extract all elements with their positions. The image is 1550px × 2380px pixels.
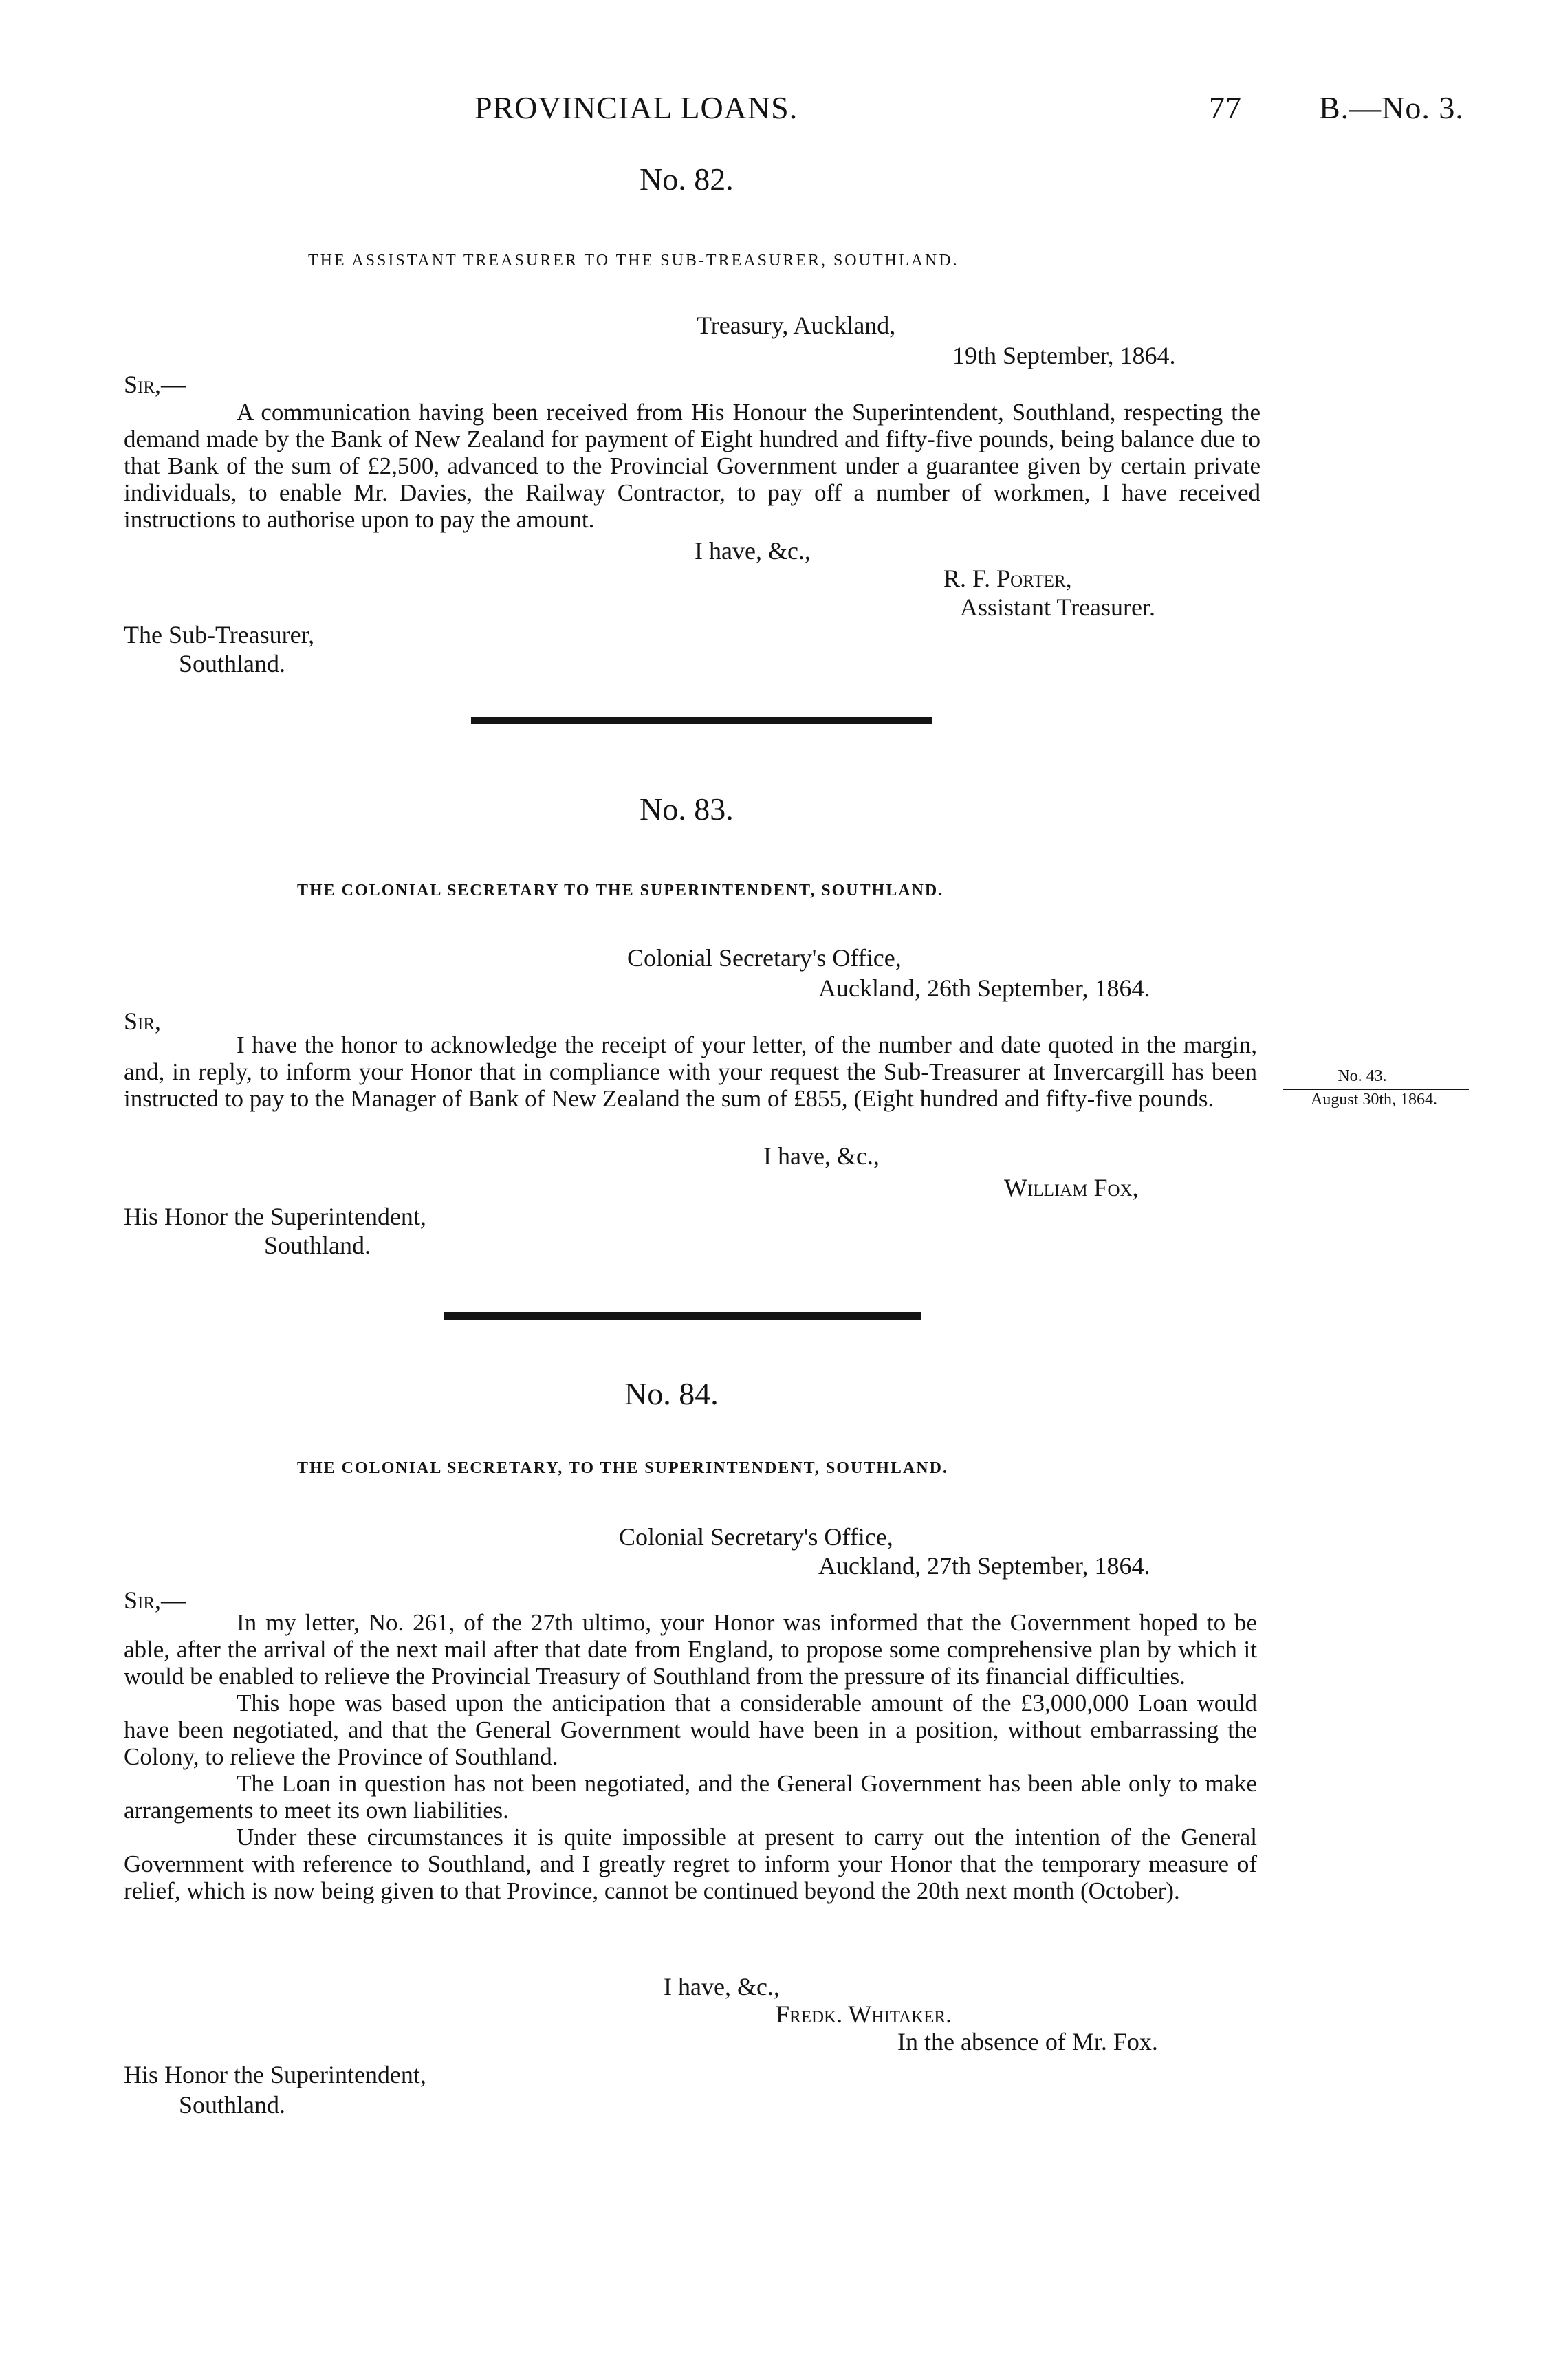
letter-signature-note: In the absence of Mr. Fox. (897, 2028, 1158, 2055)
letter-closing: I have, &c., (695, 537, 811, 565)
addressee-line-1: The Sub-Treasurer, (124, 621, 315, 648)
letter-paragraph: A communication having been received from His Honour the Superintendent, Southland, respecting the demand made by the Bank of New Zealand for payment of Eight hundred and fifty-five pounds, being balance due to that Bank of the sum of £2,500, advanced to the Provincial Government under a guarantee given by certain private individuals, to enable Mr. Davies, the Railway Contractor, to pay off a number of workmen, I have received instructions to authorise upon to pay the amount. (124, 399, 1260, 533)
letter-paragraph: The Loan in question has not been negotiated, and the General Government has been able only to make arrangements to meet its own liabilities. (124, 1770, 1257, 1824)
page-number: 77 (1209, 90, 1242, 125)
letter-number: No. 84. (624, 1376, 719, 1411)
letter-paragraph: In my letter, No. 261, of the 27th ultimo, your Honor was informed that the Government hoped to be able, after the arrival of the next mail after that date from England, to propose some comprehensive plan by which it would be enabled to relieve the Provincial Treasury of Southland from the pressure of its financial difficulties. (124, 1609, 1257, 1690)
letter-paragraph: I have the honor to acknowledge the receipt of your letter, of the number and date quoted in the margin, and, in reply, to inform your Honor that in compliance with your request the Sub-Treasurer at Invercargill has been instructed to pay to the Manager of Bank of New Zealand the sum of £855, (Eight hundred and fifty-five pounds. (124, 1031, 1257, 1112)
letter-number: No. 82. (640, 162, 734, 197)
margin-note-number: No. 43. (1338, 1067, 1387, 1085)
letter-salutation: Sir,— (124, 1586, 186, 1614)
margin-note-rule (1283, 1089, 1469, 1090)
letter-closing: I have, &c., (664, 1973, 780, 2000)
margin-note-date: August 30th, 1864. (1310, 1091, 1437, 1109)
addressee-line-1: His Honor the Superintendent, (124, 2061, 426, 2088)
letter-body (124, 1031, 1257, 1112)
letter-signature: R. F. Porter, (943, 565, 1072, 592)
addressee-line-2: Southland. (179, 650, 286, 677)
letter-caption: THE COLONIAL SECRETARY, TO THE SUPERINTENDENT, SOUTHLAND. (297, 1459, 948, 1477)
letter-paragraph: This hope was based upon the anticipation that a considerable amount of the £3,000,000 Loan would have been negotiated, and that the General Government would have been in a position, without embarrassing the Colony, to relieve the Province of Southland. (124, 1690, 1257, 1770)
letter-number: No. 83. (640, 791, 734, 827)
addressee-line-2: Southland. (179, 2091, 286, 2119)
letter-date: 19th September, 1864. (952, 342, 1176, 369)
paper-reference: B.—No. 3. (1319, 90, 1464, 125)
section-divider (444, 1312, 921, 1320)
letter-body (124, 399, 1260, 533)
letter-place: Colonial Secretary's Office, (619, 1523, 893, 1551)
letter-place: Colonial Secretary's Office, (627, 944, 902, 972)
letter-salutation: Sir,— (124, 371, 186, 398)
letter-paragraph: Under these circumstances it is quite impossible at present to carry out the intention of the General Government with reference to Southland, and I greatly regret to inform your Honor that the temporary measure of relief, which is now being given to that Province, cannot be continued beyond the 20th next month (October). (124, 1824, 1257, 1904)
running-title: PROVINCIAL LOANS. (474, 90, 798, 125)
letter-signature: Fredk. Whitaker. (776, 2000, 952, 2028)
letter-date: Auckland, 26th September, 1864. (818, 974, 1150, 1002)
letter-body (124, 1609, 1257, 1904)
addressee-line-2: Southland. (264, 1232, 371, 1259)
letter-salutation: Sir, (124, 1007, 162, 1035)
letter-place: Treasury, Auckland, (697, 312, 896, 339)
letter-closing: I have, &c., (763, 1142, 880, 1170)
letter-signature-title: Assistant Treasurer. (960, 593, 1156, 621)
letter-caption: THE ASSISTANT TREASURER TO THE SUB-TREASURER, SOUTHLAND. (308, 252, 959, 270)
addressee-line-1: His Honor the Superintendent, (124, 1203, 426, 1230)
letter-date: Auckland, 27th September, 1864. (818, 1552, 1150, 1580)
section-divider (471, 717, 932, 724)
letter-signature: William Fox, (1004, 1174, 1139, 1201)
letter-caption: THE COLONIAL SECRETARY TO THE SUPERINTENDENT, SOUTHLAND. (297, 882, 944, 899)
